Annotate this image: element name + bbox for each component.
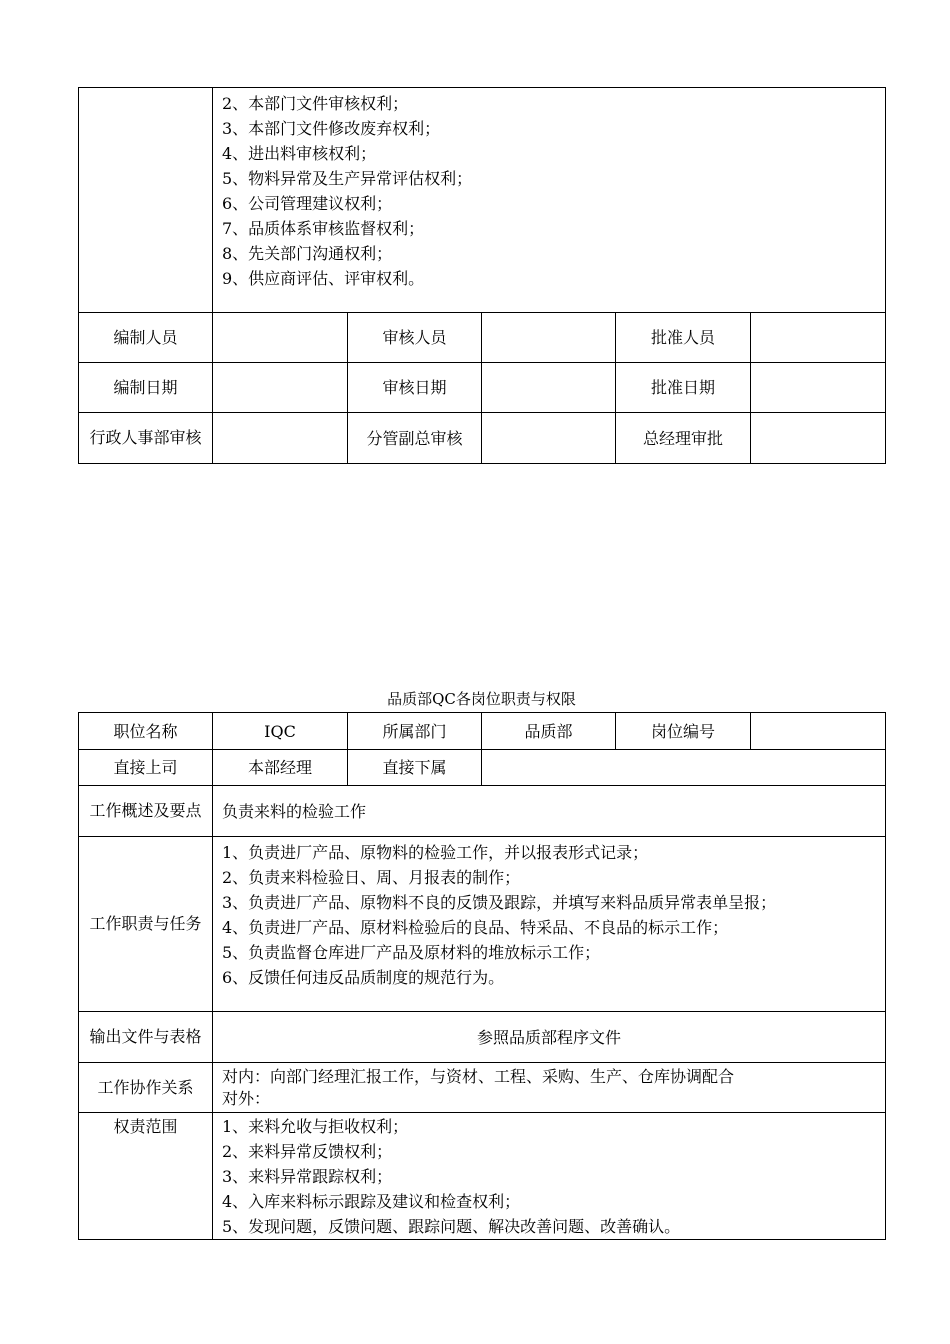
authority-label: 权责范围 bbox=[79, 1113, 213, 1240]
list-item: 2、来料异常反馈权利； bbox=[222, 1142, 393, 1161]
cooperation-internal: 对内：向部门经理汇报工作，与资材、工程、采购、生产、仓库协调配合 bbox=[222, 1066, 735, 1086]
list-item: 5、负责监督仓库进厂产品及原材料的堆放标示工作； bbox=[222, 943, 601, 962]
list-item: 8、先关部门沟通权利； bbox=[222, 244, 393, 263]
supervisor-label: 直接上司 bbox=[79, 750, 213, 786]
cooperation-value bbox=[213, 1063, 886, 1113]
list-item: 5、发现问题，反馈问题、跟踪问题、解决改善问题、改善确认。 bbox=[222, 1217, 681, 1236]
list-item: 5、物料异常及生产异常评估权利； bbox=[222, 169, 473, 188]
prepared-date-value[interactable] bbox=[213, 363, 348, 413]
duties-label: 工作职责与任务 bbox=[79, 837, 213, 1012]
list-item: 4、负责进厂产品、原材料检验后的良品、特采品、不良品的标示工作； bbox=[222, 918, 729, 937]
authority-list-cell bbox=[213, 1113, 886, 1240]
summary-label: 工作概述及要点 bbox=[79, 786, 213, 837]
reviewed-date-label: 审核日期 bbox=[348, 363, 482, 413]
position-name-label: 职位名称 bbox=[79, 713, 213, 750]
prepared-date-label: 编制日期 bbox=[79, 363, 213, 413]
hr-review-value[interactable] bbox=[213, 413, 348, 464]
hr-review-label: 行政人事部审核 bbox=[79, 413, 213, 464]
reviewed-by-label: 审核人员 bbox=[348, 313, 482, 363]
approved-date-value[interactable] bbox=[751, 363, 886, 413]
output-value: 参照品质部程序文件 bbox=[213, 1012, 886, 1063]
position-no-label: 岗位编号 bbox=[616, 713, 751, 750]
list-item: 3、负责进厂产品、原物料不良的反馈及跟踪，并填写来料品质异常表单呈报； bbox=[222, 893, 777, 912]
supervisor-value: 本部经理 bbox=[213, 750, 348, 786]
summary-value: 负责来料的检验工作 bbox=[213, 786, 886, 837]
list-item: 7、品质体系审核监督权利； bbox=[222, 219, 425, 238]
approved-by-value[interactable] bbox=[751, 313, 886, 363]
position-name-value: IQC bbox=[213, 713, 348, 750]
list-item: 6、反馈任何违反品质制度的规范行为。 bbox=[222, 968, 505, 987]
cooperation-external: 对外： bbox=[222, 1088, 271, 1108]
list-item: 9、供应商评估、评审权利。 bbox=[222, 269, 425, 288]
list-item: 2、负责来料检验日、周、月报表的制作； bbox=[222, 868, 521, 887]
list-item: 4、入库来料标示跟踪及建议和检查权利； bbox=[222, 1192, 521, 1211]
list-item: 3、来料异常跟踪权利； bbox=[222, 1167, 393, 1186]
department-value: 品质部 bbox=[482, 713, 616, 750]
approved-by-label: 批准人员 bbox=[616, 313, 751, 363]
list-item: 2、本部门文件审核权利； bbox=[222, 94, 409, 113]
gm-approval-label: 总经理审批 bbox=[616, 413, 751, 464]
approved-date-label: 批准日期 bbox=[616, 363, 751, 413]
reviewed-date-value[interactable] bbox=[482, 363, 616, 413]
list-item: 3、本部门文件修改废弃权利； bbox=[222, 119, 441, 138]
job-description-table bbox=[78, 712, 886, 1240]
vp-review-label: 分管副总审核 bbox=[348, 413, 482, 464]
vp-review-value[interactable] bbox=[482, 413, 616, 464]
duties-list-cell bbox=[213, 837, 886, 1012]
cooperation-label: 工作协作关系 bbox=[79, 1063, 213, 1113]
prepared-by-label: 编制人员 bbox=[79, 313, 213, 363]
rights-list-cell bbox=[213, 88, 886, 313]
list-item: 1、来料允收与拒收权利； bbox=[222, 1117, 409, 1136]
position-no-value[interactable] bbox=[751, 713, 886, 750]
output-label: 输出文件与表格 bbox=[79, 1012, 213, 1063]
list-item: 1、负责进厂产品、原物料的检验工作，并以报表形式记录； bbox=[222, 843, 649, 862]
subordinate-value[interactable] bbox=[482, 750, 886, 786]
list-item: 4、进出料审核权利； bbox=[222, 144, 377, 163]
gm-approval-value[interactable] bbox=[751, 413, 886, 464]
rights-label-cell bbox=[79, 88, 213, 313]
subordinate-label: 直接下属 bbox=[348, 750, 482, 786]
page-title: 品质部QC各岗位职责与权限 bbox=[387, 690, 576, 708]
department-label: 所属部门 bbox=[348, 713, 482, 750]
list-item: 6、公司管理建议权利； bbox=[222, 194, 393, 213]
reviewed-by-value[interactable] bbox=[482, 313, 616, 363]
prepared-by-value[interactable] bbox=[213, 313, 348, 363]
approval-table bbox=[78, 87, 886, 464]
